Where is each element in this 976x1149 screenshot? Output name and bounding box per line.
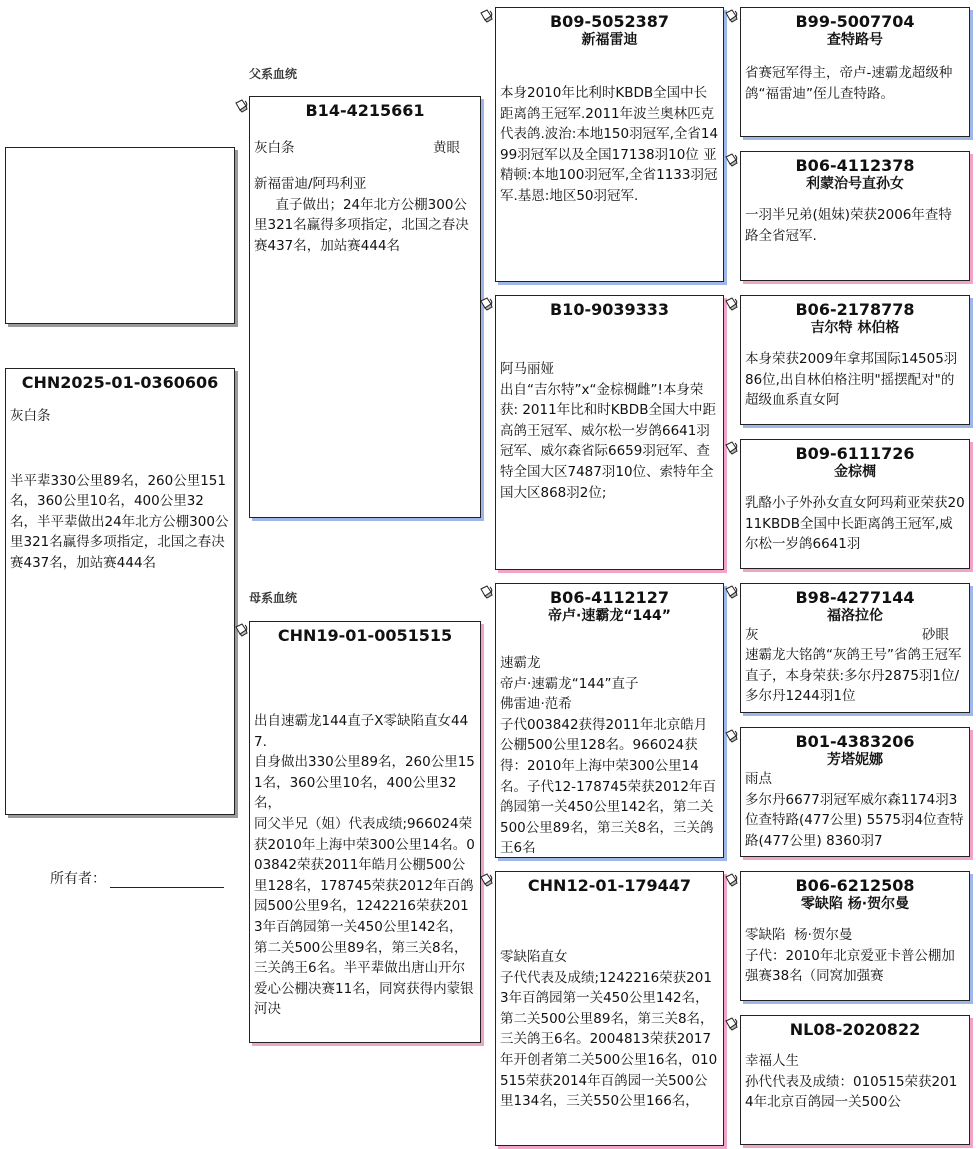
dd-ring-number: CHN12-01-179447 xyxy=(527,876,692,895)
sd-ring-number: B10-9039333 xyxy=(549,300,670,319)
sire-eye: 黄眼 xyxy=(433,140,460,156)
ss-card[interactable] xyxy=(495,7,724,282)
dd-notes: 零缺陷直女 子代代表及成绩;1242216荣获2013年百鸽园第一关450公里142名，第二关500公里89名，第三关8名，三关鸽王6名。2004813荣获2017年开创者第二关500公里16名，010515荣获2014年百鸽园一关500公里134名，三关550公里166名， xyxy=(500,949,718,1110)
dss-card[interactable] xyxy=(740,583,970,713)
ssd-ring-number: B06-4112378 xyxy=(795,156,915,175)
dds-name: 零缺陷 杨·贺尔曼 xyxy=(800,896,910,912)
owner-field xyxy=(50,868,224,888)
edit-bucket-icon[interactable] xyxy=(478,8,494,24)
edit-bucket-icon[interactable] xyxy=(723,728,739,744)
sdd-card[interactable] xyxy=(740,439,970,569)
sire-ring-number: B14-4215661 xyxy=(305,101,425,120)
ss-name: 新福雷迪 xyxy=(581,32,638,48)
dss-name: 福洛拉伦 xyxy=(827,608,883,624)
sire-card[interactable] xyxy=(249,96,481,518)
dss-ring-number: B98-4277144 xyxy=(795,588,915,607)
dsd-notes: 雨点 多尔丹6677羽冠军威尔森1174羽3位查特路(477公里) 5575羽4位查特路(477公里) 8360羽7 xyxy=(745,771,964,849)
sss-notes: 省赛冠军得主，帝卢-速霸龙超级种鸽“福雷迪”侄儿查特路。 xyxy=(745,65,953,102)
dss-notes: 速霸龙大铭鸽“灰鸽王号”省鸽王冠军直子，本身荣获:多尔丹2875羽1位/多尔丹1244羽1位 xyxy=(745,647,962,705)
sds-notes: 本身荣获2009年拿邦国际14505羽86位,出自林伯格注明"摇摆配对"的超级血系直女阿 xyxy=(745,351,958,409)
dam-notes: 出自速霸龙144直子X零缺陷直女447. 自身做出330公里89名，260公里151名，360公里10名，400公里32名， 同父半兄（姐）代表成绩;966024荣获2010年上海中荣300公里14名。003842荣获2011年皓月公棚500公里128名，178745荣获2012年百鸽园500公里9名，1242216荣获2013年百鸽园第一关450公里142名，第二关500公里89名，第三关8名，三关鸽王6名。半平辈做出唐山开尔爱心公棚决赛11名，同窝获得内蒙银河决 xyxy=(254,713,475,1018)
ssd-notes: 一羽半兄弟(姐妹)荣获2006年查特路全省冠军. xyxy=(745,207,952,244)
sd-card[interactable] xyxy=(495,295,724,570)
subject-card[interactable] xyxy=(5,368,235,815)
subject-color: 灰白条 xyxy=(10,408,51,424)
subject-ring-number: CHN2025-01-0360606 xyxy=(21,373,219,392)
dds-ring-number: B06-6212508 xyxy=(795,876,915,895)
maternal-label: 母系血统 xyxy=(249,591,298,605)
sss-ring-number: B99-5007704 xyxy=(795,12,915,31)
owner-label: 所有者： xyxy=(50,871,106,887)
sd-notes: 阿马丽娅 出自“吉尔特”x“金棕椆雌”!本身荣获: 2011年比和时KBDB全国大中距高鸽王冠军、威尔松一岁鸽6641羽冠军、威尔森省际6659羽冠军、查特全国大区7487羽10位、索特年全国大区868羽2位; xyxy=(500,361,716,501)
paternal-label: 父系血统 xyxy=(249,67,298,81)
ssd-name: 利蒙治号直孙女 xyxy=(806,176,904,192)
ss-ring-number: B09-5052387 xyxy=(549,12,670,31)
sds-name: 吉尔特 林伯格 xyxy=(810,320,900,336)
sdd-name: 金棕椆 xyxy=(834,464,876,480)
edit-bucket-icon[interactable] xyxy=(478,584,494,600)
sdd-notes: 乳酪小子外孙女直女阿玛莉亚荣获2011KBDB全国中长距离鸽王冠军,威尔松一岁鸽6641羽 xyxy=(745,495,965,553)
dss-eye: 砂眼 xyxy=(922,627,949,643)
edit-bucket-icon[interactable] xyxy=(233,622,249,638)
sire-color: 灰白条 xyxy=(254,140,295,156)
ds-name: 帝卢·速霸龙“144” xyxy=(548,608,671,624)
sds-card[interactable] xyxy=(740,295,970,425)
edit-bucket-icon[interactable] xyxy=(478,872,494,888)
edit-bucket-icon[interactable] xyxy=(723,296,739,312)
dsd-name: 芳塔妮娜 xyxy=(827,752,883,768)
ds-ring-number: B06-4112127 xyxy=(549,588,670,607)
edit-bucket-icon[interactable] xyxy=(233,98,249,114)
ds-card[interactable] xyxy=(495,583,724,858)
ssd-card[interactable] xyxy=(740,151,970,281)
photo-frame xyxy=(5,147,235,324)
edit-bucket-icon[interactable] xyxy=(723,8,739,24)
sds-ring-number: B06-2178778 xyxy=(795,300,915,319)
sire-notes: 新福雷迪/阿玛利亚 直子做出；24年北方公棚300公里321名赢得多项指定，北国之春决赛437名，加站赛444名 xyxy=(254,176,469,254)
dsd-ring-number: B01-4383206 xyxy=(795,732,915,751)
dds-card[interactable] xyxy=(740,871,970,1001)
ss-notes: 本身2010年比利时KBDB全国中长距离鸽王冠军.2011年波兰奥林匹克代表鸽.波治:本地150羽冠军,全省1499羽冠军以及全国17138羽10位 亚精顿:本地100羽冠军,全省1133羽冠军.基恩:地区50羽冠军. xyxy=(500,85,719,204)
dds-notes: 零缺陷 杨·贺尔曼 子代：2010年北京爱亚卡普公棚加强赛38名（同窝加强赛 xyxy=(745,927,955,985)
edit-bucket-icon[interactable] xyxy=(723,584,739,600)
subject-notes: 半平辈330公里89名，260公里151名，360公里10名，400公里32名，半平辈做出24年北方公棚300公里321名赢得多项指定，北国之春决赛437名，加站赛444名 xyxy=(10,472,229,571)
edit-bucket-icon[interactable] xyxy=(478,296,494,312)
dss-color: 灰 xyxy=(745,627,759,643)
dsd-card[interactable] xyxy=(740,727,970,857)
edit-bucket-icon[interactable] xyxy=(723,440,739,456)
dd-card[interactable] xyxy=(495,871,724,1146)
ds-notes: 速霸龙 帝卢·速霸龙“144”直子 佛雷迪·范希 子代003842获得2011年北京皓月公棚500公里128名。966024获得：2010年上海中荣300公里14名。子代12-178745荣获2012年百鸽园第一关450公里142名，第二关500公里89名，第三关8名，三关鸽王6名 xyxy=(500,655,716,857)
edit-bucket-icon[interactable] xyxy=(723,1016,739,1032)
ddd-ring-number: NL08-2020822 xyxy=(789,1020,921,1039)
dam-ring-number: CHN19-01-0051515 xyxy=(277,626,453,645)
sdd-ring-number: B09-6111726 xyxy=(795,444,915,463)
dam-card[interactable] xyxy=(249,621,481,1043)
edit-bucket-icon[interactable] xyxy=(723,872,739,888)
sss-name: 查特路号 xyxy=(827,32,883,48)
ddd-card[interactable] xyxy=(740,1015,970,1145)
owner-line[interactable] xyxy=(110,871,224,888)
edit-bucket-icon[interactable] xyxy=(723,152,739,168)
ddd-notes: 幸福人生 孙代代表及成绩：010515荣获2014年北京百鸽园一关500公 xyxy=(745,1053,958,1111)
sss-card[interactable] xyxy=(740,7,970,137)
